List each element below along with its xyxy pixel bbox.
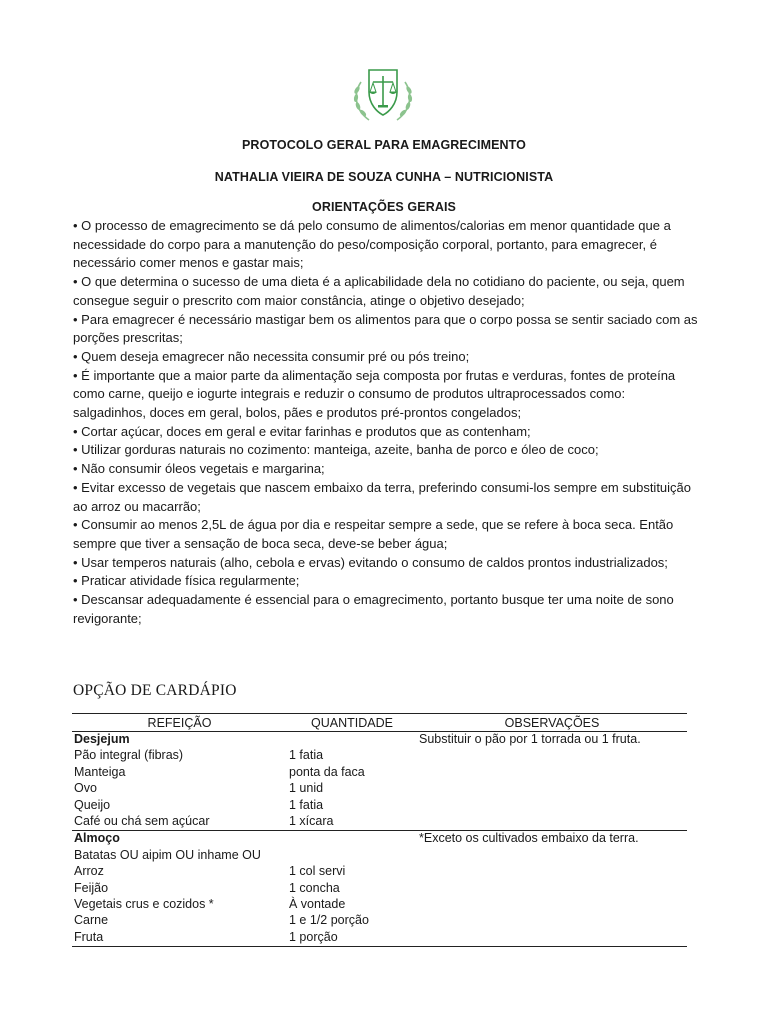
guideline-item: • Para emagrecer é necessário mastigar bem os alimentos para que o corpo possa se sentir saciado com as porções prescritas; — [73, 311, 698, 346]
guideline-item: • Quem deseja emagrecer não necessita consumir pré ou pós treino; — [73, 348, 470, 364]
food-cell: Vegetais crus e cozidos * — [74, 896, 214, 911]
table-row — [72, 881, 687, 897]
guideline-item: • O processo de emagrecimento se dá pelo consumo de alimentos/calorias em menor quantidade que a necessidade do corpo para a manutenção do peso/composição corporal, portanto, para emagrecer, é necessário comer menos e gastar mais; — [73, 218, 671, 271]
food-cell: Café ou chá sem açúcar — [74, 813, 210, 828]
guideline-item: • É importante que a maior parte da alimentação seja composta por frutas e verduras, fontes de proteína como carne, queijo e iogurte integrais e reduzir o consumo de produtos ultraprocessados como: salgadinhos, doces em geral, bolos, pães e produtos pré-prontos congelados; — [73, 367, 676, 421]
header-meal: REFEIÇÃO — [72, 714, 287, 732]
guideline-item: • Utilizar gorduras naturais no cozimento: manteiga, azeite, banha de porco e óleo de coco; — [73, 442, 599, 458]
table-row — [72, 765, 687, 781]
table-row — [72, 913, 687, 929]
food-cell: Queijo — [74, 797, 111, 812]
food-cell: Fruta — [72, 930, 287, 947]
guideline-item: • O que determina o sucesso de uma dieta é a aplicabilidade dela no cotidiano do paciente, ou seja, quem consegue seguir o prescrito com maior constância, atinge o objetivo desejado; — [73, 274, 685, 308]
quantity-cell: 1 fatia — [289, 748, 324, 763]
quantity-cell: 1 e 1/2 porção — [289, 913, 369, 928]
food-cell: Carne — [74, 913, 109, 928]
quantity-cell: 1 porção — [287, 930, 417, 947]
food-cell: Arroz — [74, 864, 104, 879]
quantity-cell: 1 col servi — [289, 864, 346, 879]
food-cell: Ovo — [74, 781, 97, 796]
quantity-cell: 1 xícara — [289, 813, 334, 828]
table-row — [72, 864, 687, 880]
table-row — [72, 930, 687, 947]
food-cell: Feijão — [74, 880, 109, 895]
meal-header-row — [72, 831, 687, 848]
meal-note: Substituir o pão por 1 torrada ou 1 fruta. — [419, 732, 641, 746]
quantity-cell: 1 fatia — [289, 797, 324, 812]
table-row — [72, 897, 687, 913]
guideline-item: • Não consumir óleos vegetais e margarina; — [73, 461, 325, 477]
table-row — [72, 814, 687, 831]
quantity-cell: 1 concha — [289, 880, 340, 895]
meal-note: *Exceto os cultivados embaixo da terra. — [417, 831, 687, 848]
guideline-item: • Cortar açúcar, doces em geral e evitar farinhas e produtos que as contenham; — [73, 423, 531, 439]
section-heading: ORIENTAÇÕES GERAIS — [312, 200, 456, 214]
table-row — [72, 798, 687, 814]
menu-title: OPÇÃO DE CARDÁPIO — [73, 682, 237, 699]
menu-header-row — [72, 714, 687, 732]
guidelines-list — [73, 217, 698, 628]
guideline-item: • Usar temperos naturais (alho, cebola e ervas) evitando o consumo de caldos prontos industrializados; — [73, 554, 668, 570]
document-title: PROTOCOLO GERAL PARA EMAGRECIMENTO — [242, 138, 526, 152]
meal-name: Almoço — [72, 831, 287, 848]
guideline-item: • Consumir ao menos 2,5L de água por dia e respeitar sempre a sede, que se refere à boca seca. Então sempre que tiver a sensação de boca seca, deve-se beber água; — [73, 517, 674, 551]
quantity-cell: À vontade — [289, 896, 346, 911]
quantity-cell: 1 unid — [289, 781, 324, 796]
header-notes: OBSERVAÇÕES — [417, 714, 687, 732]
menu-table — [72, 713, 687, 947]
scales-of-justice-logo — [349, 62, 417, 124]
quantity-cell: ponta da faca — [289, 764, 365, 779]
food-cell: Manteiga — [74, 764, 126, 779]
meal-name: Desjejum — [74, 732, 130, 746]
guideline-item: • Descansar adequadamente é essencial para o emagrecimento, portanto busque ter uma noite de sono revigorante; — [73, 592, 674, 626]
guideline-item: • Praticar atividade física regularmente; — [73, 573, 300, 589]
quantity-cell — [287, 848, 417, 864]
food-cell: Pão integral (fibras) — [74, 748, 184, 763]
food-cell: Batatas OU aipim OU inhame OU — [74, 847, 261, 862]
author-line: NATHALIA VIEIRA DE SOUZA CUNHA – NUTRICIONISTA — [214, 170, 554, 184]
guideline-item: • Evitar excesso de vegetais que nascem embaixo da terra, preferindo consumi-los sempre em substituição ao arroz ou macarrão; — [73, 479, 692, 514]
table-row — [72, 748, 687, 764]
meal-header-row — [72, 732, 687, 749]
table-row — [72, 848, 687, 864]
header-quantity: QUANTIDADE — [287, 714, 417, 732]
table-row — [72, 781, 687, 797]
